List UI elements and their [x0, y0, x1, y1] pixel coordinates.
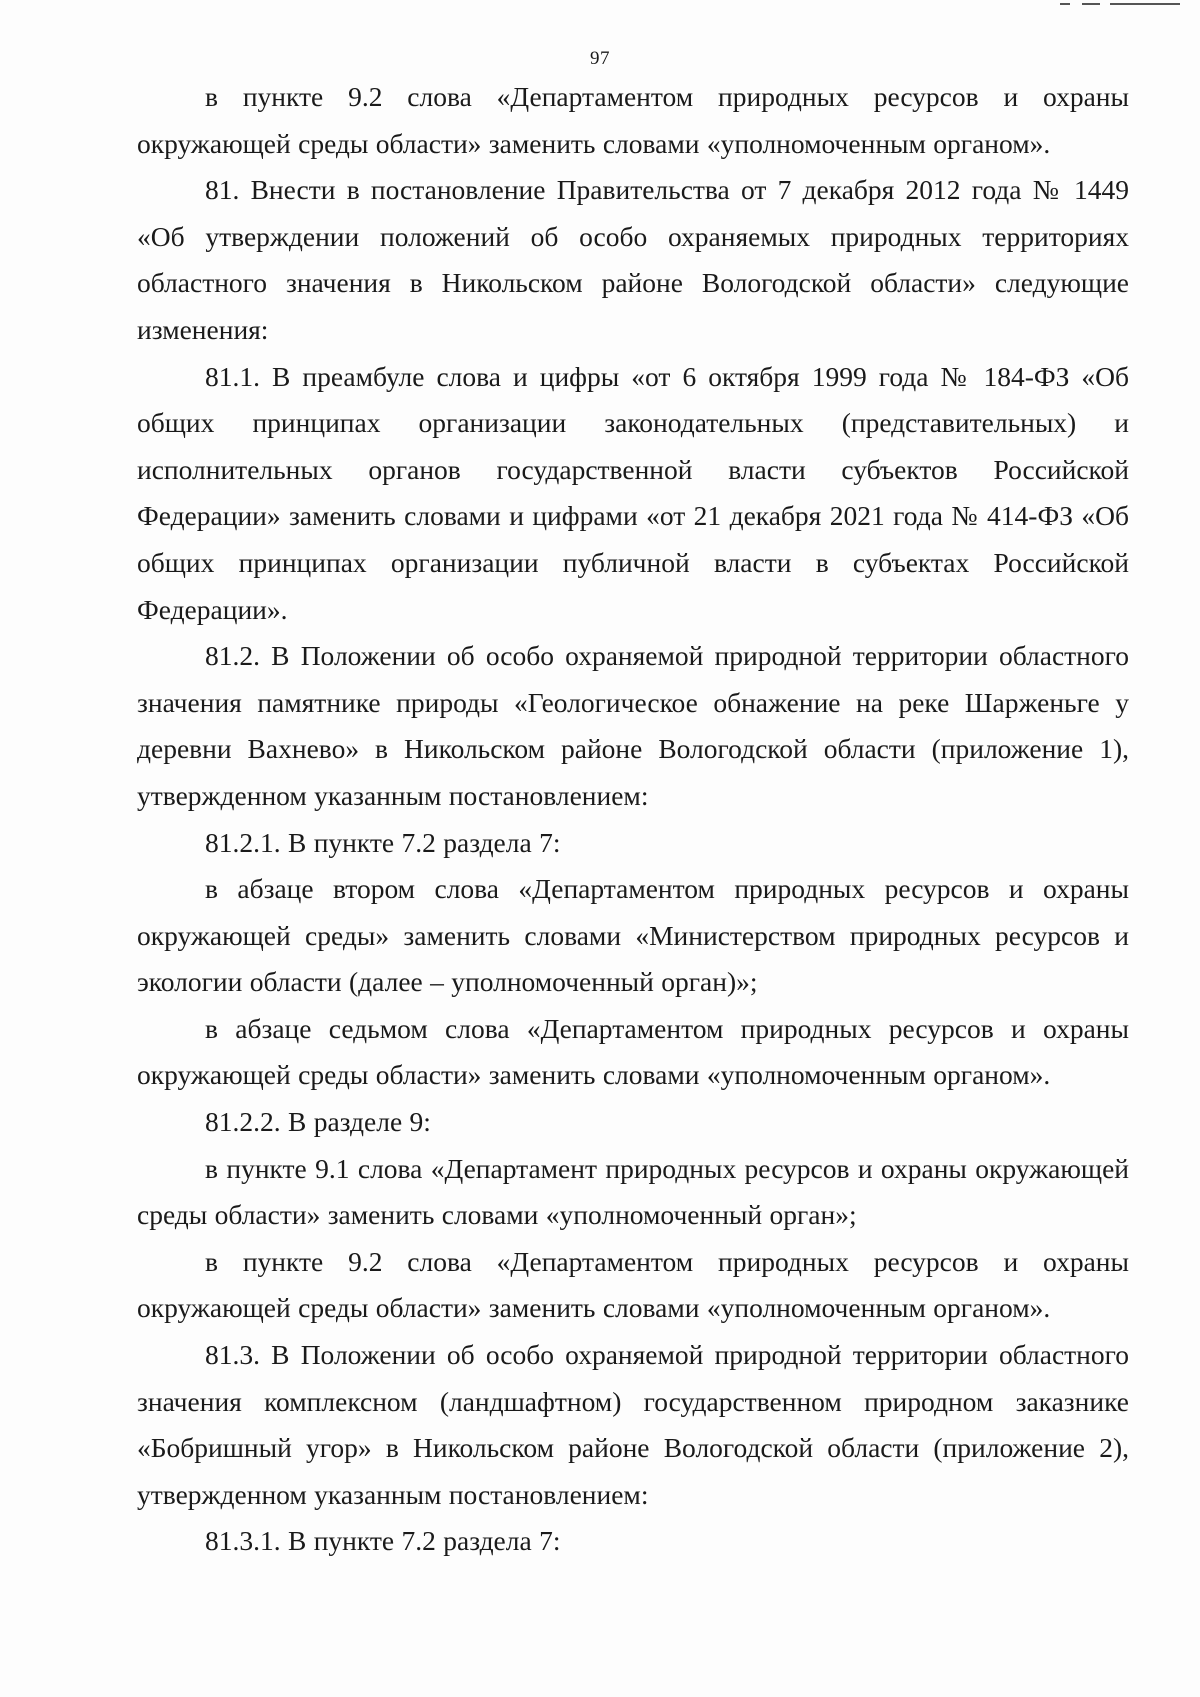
paragraph-81-2-2: 81.2.2. В разделе 9:	[205, 1106, 431, 1138]
paragraph-81-3-1: 81.3.1. В пункте 7.2 раздела 7:	[205, 1525, 561, 1557]
scan-corner-mark	[1040, 0, 1200, 12]
paragraph-punkt-9-2: в пункте 9.2 слова «Департаментом природных ресурсов и охраны окружающей среды области» заменить словами «уполномоченным органом».	[137, 1245, 1129, 1324]
paragraph-abzac-sedmoi: в абзаце седьмом слова «Департаментом природных ресурсов и охраны окружающей среды области» заменить словами «уполномоченным органом».	[137, 1012, 1129, 1091]
page-number: 97	[590, 48, 610, 69]
paragraph-81-3: 81.3. В Положении об особо охраняемой природной территории областного значения комплексном (ландшафтном) государственном природном заказнике «Бобришный угор» в Никольском районе Вологодской области (приложение 2), утвержденном указанным постановлением:	[137, 1339, 1129, 1510]
paragraph-81-2-1: 81.2.1. В пункте 7.2 раздела 7:	[205, 826, 561, 858]
paragraph-punkt-9-1: в пункте 9.1 слова «Департамент природных ресурсов и охраны окружающей среды области» заменить словами «уполномоченный орган»;	[137, 1152, 1129, 1231]
paragraph-9-2-first: в пункте 9.2 слова «Департаментом природных ресурсов и охраны окружающей среды области» заменить словами «уполномоченным органом».	[137, 81, 1129, 159]
paragraph-abzac-vtoroi: в абзаце втором слова «Департаментом природных ресурсов и охраны окружающей среды» заменить словами «Министерством природных ресурсов и экологии области (далее – уполномоченный орган)»;	[137, 873, 1129, 998]
paragraph-81: 81. Внести в постановление Правительства от 7 декабря 2012 года № 1449 «Об утверждении положений об особо охраняемых природных территориях областного значения в Никольском районе Вологодской области» следующие изменения:	[137, 174, 1129, 345]
paragraph-81-2: 81.2. В Положении об особо охраняемой природной территории областного значения памятнике природы «Геологическое обнажение на реке Шарженьге у деревни Вахнево» в Никольском районе Вологодской области (приложение 1), утвержденном указанным постановлением:	[137, 640, 1129, 811]
document-body	[137, 74, 1129, 1565]
paragraph-81-1: 81.1. В преамбуле слова и цифры «от 6 октября 1999 года № 184-ФЗ «Об общих принципах организации законодательных (представительных) и исполнительных органов государственной власти субъектов Российской Федерации» заменить словами и цифрами «от 21 декабря 2021 года № 414-ФЗ «Об общих принципах организации публичной власти в субъектах Российской Федерации».	[137, 360, 1129, 625]
